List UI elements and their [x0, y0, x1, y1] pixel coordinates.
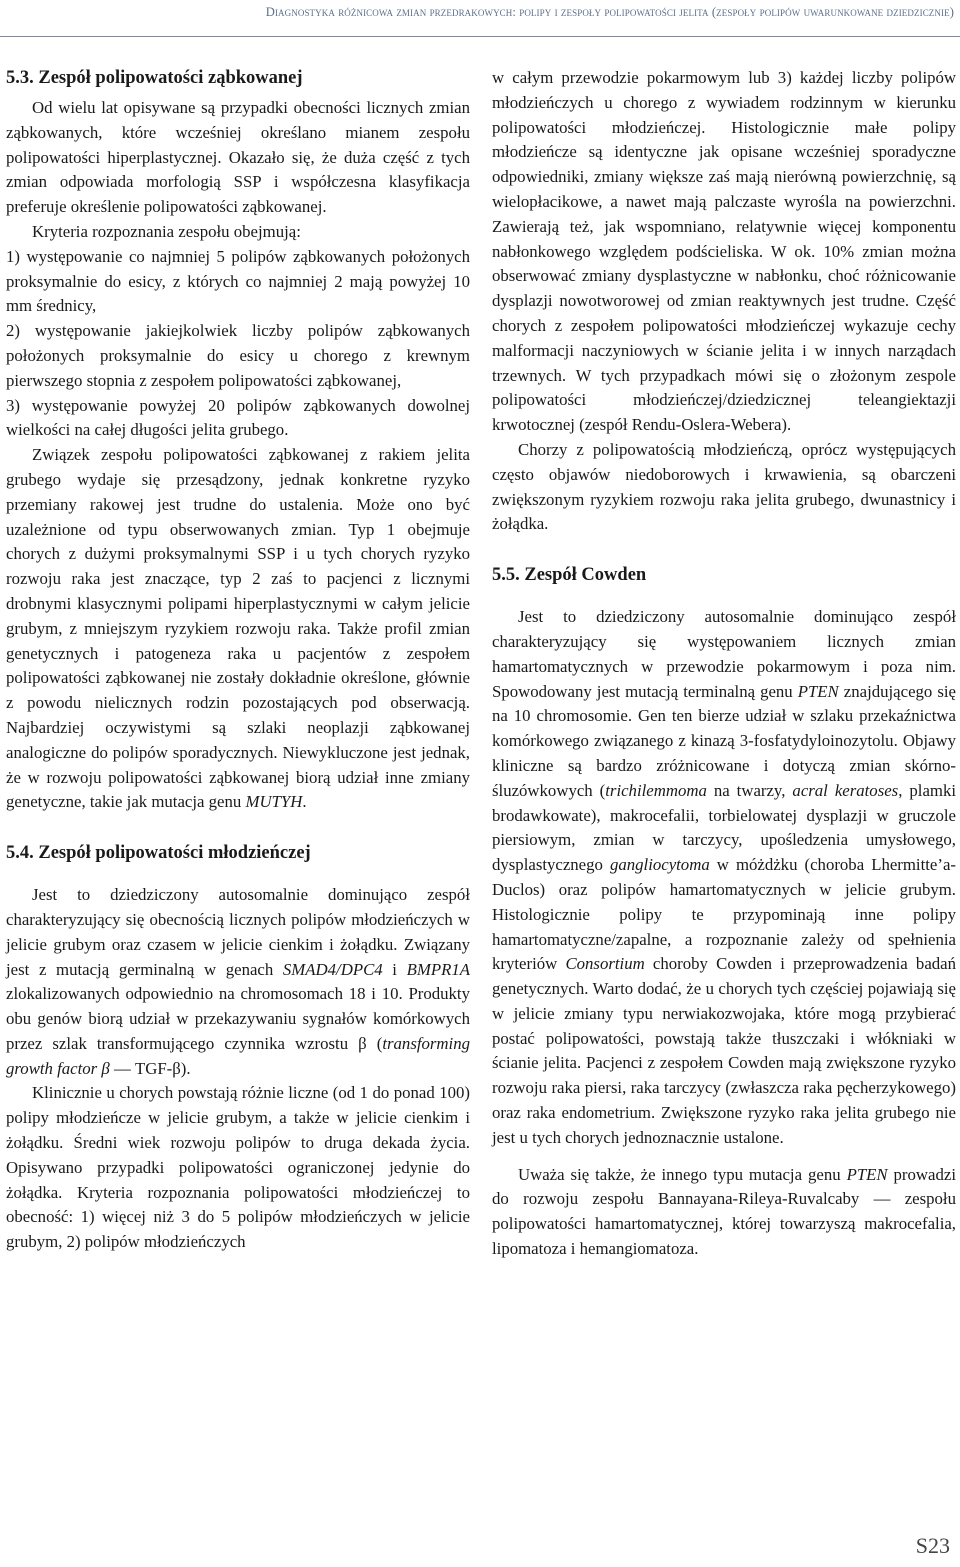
section-5-3-criteria-intro: Kryteria rozpoznania zespołu obejmują:: [32, 221, 301, 241]
running-title: Diagnostyka różnicowa zmian przedrakowych: polipy i zespoły polipowatości jelita (zespoły polipów uwarunkowane dziedzicznie): [265, 5, 954, 19]
section-5-3-paragraph-3: Związek zespołu polipowatości ząbkowanej z rakiem jelita grubego wydaje się przesądzony, jednak konkretne ryzyko przemiany rakowej jest trudne do ustalenia. Może ono być uzależnione od typu obserwowanych zmian. Typ 1 obejmuje chorych z dużymi proksymalnymi SSP i u tych chorych ryzyko rozwoju raka jest znaczące, typ 2 zaś to pacjenci z licznymi drobnymi klasycznymi polipami hiperplastycznymi w całym jelicie grubym, z mniejszym ryzykiem rozwoju raka. Także profil zmian genetycznych i patogeneza raka u pacjentów z zespołem polipowatości ząbkowanej nie zostały dokładnie określone, głównie z powodu nielicznych rodzin pozostających pod obserwacją. Najbardziej oczywistymi są szlaki neoplazji ząbkowanej analogiczne do polipów sporadycznych. Niewykluczone jest jednak, że w rozwoju polipowatości ząbkowanej biorą udział inne zmiany genetyczne, takie jak mutacja genu MUTYH.: [6, 445, 470, 812]
section-5-4-paragraph-2: Klinicznie u chorych powstają różnie liczne (od 1 do ponad 100) polipy młodzieńcze w jelicie grubym, a także w jelicie cienkim i żołądku. Średni wiek rozwoju polipów to druga dekada życia. Opisywano przypadki polipowatości ograniczonej jedynie do żołądka. Kryteria rozpoznania polipowatości młodzieńczej to obecność: 1) więcej niż 3 do 5 polipów młodzieńczych w jelicie grubym, 2) polipów młodzieńczych: [6, 1083, 470, 1252]
page-number: S23: [915, 1533, 950, 1558]
criteria-item-3: 3) występowanie powyżej 20 polipów ząbkowanych dowolnej wielkości na całej długości jelita grubego.: [6, 395, 470, 440]
section-5-4-title: 5.4. Zespół polipowatości młodzieńczej: [6, 843, 311, 864]
section-5-5-paragraph-2: Uważa się także, że innego typu mutacja genu PTEN prowadzi do rozwoju zespołu Bannayana-Rileya-Ruvalcaby — zespołu polipowatości hamartomatycznej, której towarzyszą makrocefalia, lipomatoza i hemangiomatoza.: [492, 1164, 956, 1259]
section-5-5-title: 5.5. Zespół Cowden: [492, 565, 647, 586]
criteria-item-1: 1) występowanie co najmniej 5 polipów ząbkowanych położonych proksymalnie do esicy, z których co najmniej 2 mają powyżej 10 mm średnicy,: [6, 246, 470, 316]
section-5-4-paragraph-1: Jest to dziedziczony autosomalnie dominująco zespół charakteryzujący się obecnością licznych polipów młodzieńczych w jelicie grubym oraz czasem w jelicie cienkim i żołądku. Związany jest z mutacją germinalną w genach SMAD4/DPC4 i BMPR1A zlokalizowanych odpowiednio na chromosomach 18 i 10. Produkty obu genów biorą udział w przekazywaniu sygnałów komórkowych przez szlak transformującego czynnika wzrostu β (transforming growth factor β — TGF-β).: [6, 885, 470, 1078]
criteria-item-2: 2) występowanie jakiejkolwiek liczby polipów ząbkowanych położonych proksymalnie do esicy u chorego z krewnym pierwszego stopnia z zespołem polipowatości ząbkowanej,: [6, 321, 470, 390]
header-rule: [0, 36, 960, 37]
section-5-5-paragraph-1: Jest to dziedziczony autosomalnie dominująco zespół charakteryzujący się występowaniem licznych zmian hamartomatycznych w przewodzie pokarmowym i poza nim. Spowodowany jest mutacją terminalną genu PTEN znajdującego się na 10 chromosomie. Gen ten bierze udział w szlaku przekaźnictwa komórkowego związanego z kinazą 3-fosfatydyloinozytolu. Objawy kliniczne są bardzo zróżnicowane i dotyczą zmian skórno-śluzówkowych (trichilemmoma na twarzy, acral keratoses, plamki brodawkowate), makrocefalii, torbielowatej dysplazji w gruczole piersiowym, zmian w tarczycy, upośledzenia umysłowego, dysplastycznego gangliocytoma w móżdżku (choroba Lhermitte’a-Duclos) oraz polipów hamartomatycznych w jelicie grubym. Histologicznie polipy te przypominają inne polipy hamartomatyczne/zapalne, a rozpoznanie zależy od spełnienia kryteriów Consortium choroby Cowden i przeprowadzenia badań genetycznych. Warto dodać, że u chorych tych częściej pojawiają się w jelicie zmiany typu nerwiakozwojaka, które mogą przybierać postać polipowatości, powstają także tłuszczaki i włókniaki w ścianie jelita. Pacjenci z zespołem Cowden mają zwiększone ryzyko rozwoju raka piersi, raka tarczycy (zwłaszcza raka pęcherzykowego) oraz raka endometrium. Zwiększone ryzyko raka jelita grubego nie jest u tych chorych jednoznacznie ustalone.: [492, 607, 957, 1147]
right-column: [492, 66, 956, 1262]
section-5-3-title: 5.3. Zespół polipowatości ząbkowanej: [6, 68, 303, 88]
running-header: [0, 0, 960, 48]
section-5-3-paragraph-1: Od wielu lat opisywane są przypadki obecności licznych zmian ząbkowanych, które wcześniej określano mianem zespołu polipowatości hiperplastycznej. Okazało się, że duża część z tych zmian odpowiada morfologią SSP i współczesna klasyfikacja preferuje określenie polipowatości ząbkowanej.: [6, 98, 470, 217]
section-5-4-paragraph-2-continued: w całym przewodzie pokarmowym lub 3) każdej liczby polipów młodzieńczych u chorego z wywiadem rodzinnym w kierunku polipowatości młodzieńczej. Histologicznie małe polipy młodzieńcze są identyczne jak opisane wcześniej sporadyczne odpowiedniki, zmiany większe zaś mają nierówną powierzchnię, są wielopłacikowe, a nawet mają palczaste wyrośla na powierzchni. Zawierają też, jak wspomniano, relatywnie więcej komponentu nabłonkowego względem podścieliska. W ok. 10% zmian można obserwować zmiany dysplastyczne w nabłonku, choć różnicowanie dysplazji nowotworowej od zmian reaktywnych jest trudne. Część chorych z zespołem polipowatości młodzieńczej wykazuje cechy malformacji naczyniowych w ścianie jelita i w innych narządach trzewnych. W tych przypadkach mówi się o złożonym zespole polipowatości młodzieńczej/dziedzicznej teleangiektazji krwotocznej (zespół Rendu-Oslera-Webera).: [492, 68, 956, 435]
section-5-4-paragraph-3: Chorzy z polipowatością młodzieńczą, oprócz występujących często objawów niedoborowych i krwawienia, są obarczeni zwiększonym ryzykiem rozwoju raka jelita grubego, dwunastnicy i żołądka.: [492, 439, 956, 534]
criteria-list: [6, 245, 470, 443]
left-column: [6, 66, 470, 1255]
